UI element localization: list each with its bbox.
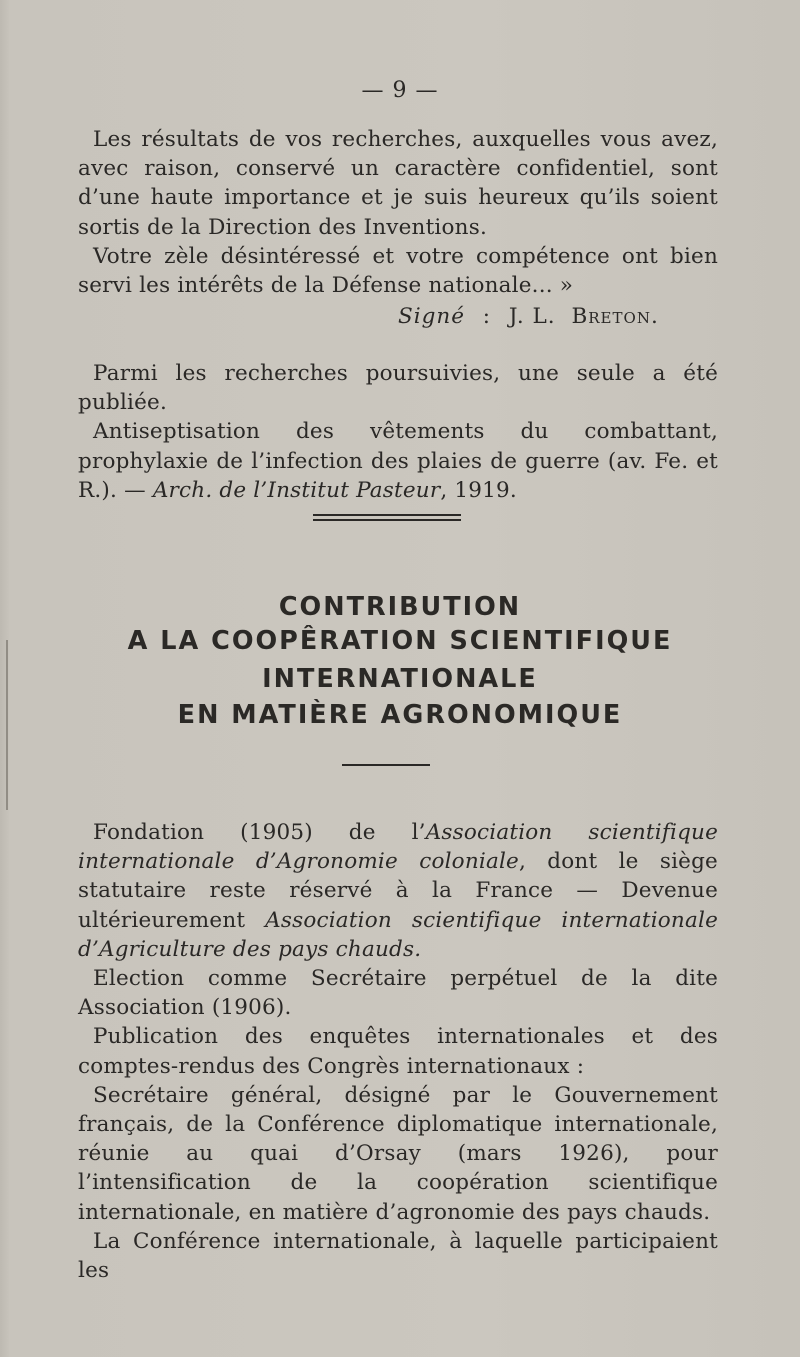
body-paragraph-3: Publication des enquêtes internationales et des comptes-rendus des Congrès internationaux : xyxy=(78,1024,718,1079)
publication-text: Antiseptisation des vêtements du combattant, prophylaxie de l’infection des plaies de guerre (av. Fe. et R.). — xyxy=(78,419,718,503)
signature-name: Breton. xyxy=(571,304,659,329)
publication-source: Arch. de l’Institut Pasteur xyxy=(152,477,441,503)
signature-line xyxy=(398,304,659,329)
double-rule-top xyxy=(313,514,461,516)
body-paragraph-4: Secrétaire général, désigné par le Gouvernement français, de la Conférence diplomatique internationale, réunie au quai d’Orsay (mars 1926), pour l’intensification de la coopération scientifique internationale, en matière d’agronomie des pays chauds. xyxy=(78,1082,718,1225)
publication-entry xyxy=(78,417,718,505)
section-title-line-2: A LA COOPÊRATION SCIENTIFIQUE xyxy=(127,626,673,656)
title-underline xyxy=(342,764,430,766)
section-title-line-1: CONTRIBUTION xyxy=(278,592,522,622)
body-p1-italic-1: Association scientifique internationale d’Agronomie coloniale xyxy=(78,820,718,875)
publication-year: , 1919. xyxy=(440,477,517,503)
section-title-line-3: INTERNATIONALE xyxy=(262,664,538,694)
signed-label: Signé xyxy=(398,304,465,329)
letter-excerpt xyxy=(78,125,718,300)
body-p1-italic-2: Association scientifique internationale d’Agriculture des pays chauds. xyxy=(78,907,718,962)
publication-intro: Parmi les recherches poursuivies, une seule a été publiée. xyxy=(78,361,718,416)
body-p1-text-b: , dont le siège statutaire reste réservé à la France — Devenue ultérieurement xyxy=(78,849,718,933)
signature-separator: : xyxy=(482,304,492,329)
double-rule-bottom xyxy=(313,519,461,521)
page-number: — 9 — xyxy=(361,78,439,103)
body-p1-text-a: Fondation (1905) de l’ xyxy=(93,820,426,845)
signature-initials: J. L. xyxy=(508,304,556,329)
section-title-line-4: EN MATIÈRE AGRONOMIQUE xyxy=(177,700,623,730)
body-paragraph-1 xyxy=(78,818,718,964)
letter-paragraph-2: Votre zèle désintéressé et votre compétence ont bien servi les intérêts de la Défense nationale... » xyxy=(78,243,718,299)
publication-block xyxy=(78,359,718,505)
letter-paragraph-1: Les résultats de vos recherches, auxquelles vous avez, avec raison, conservé un caractère confidentiel, sont d’une haute importance et je suis heureux qu’ils soient sortis de la Direction des Inventions. xyxy=(78,127,718,240)
body-paragraph-2: Election comme Secrétaire perpétuel de la dite Association (1906). xyxy=(78,966,718,1021)
section-body xyxy=(78,818,718,1285)
body-paragraph-5: La Conférence internationale, à laquelle participaient les xyxy=(78,1228,718,1284)
